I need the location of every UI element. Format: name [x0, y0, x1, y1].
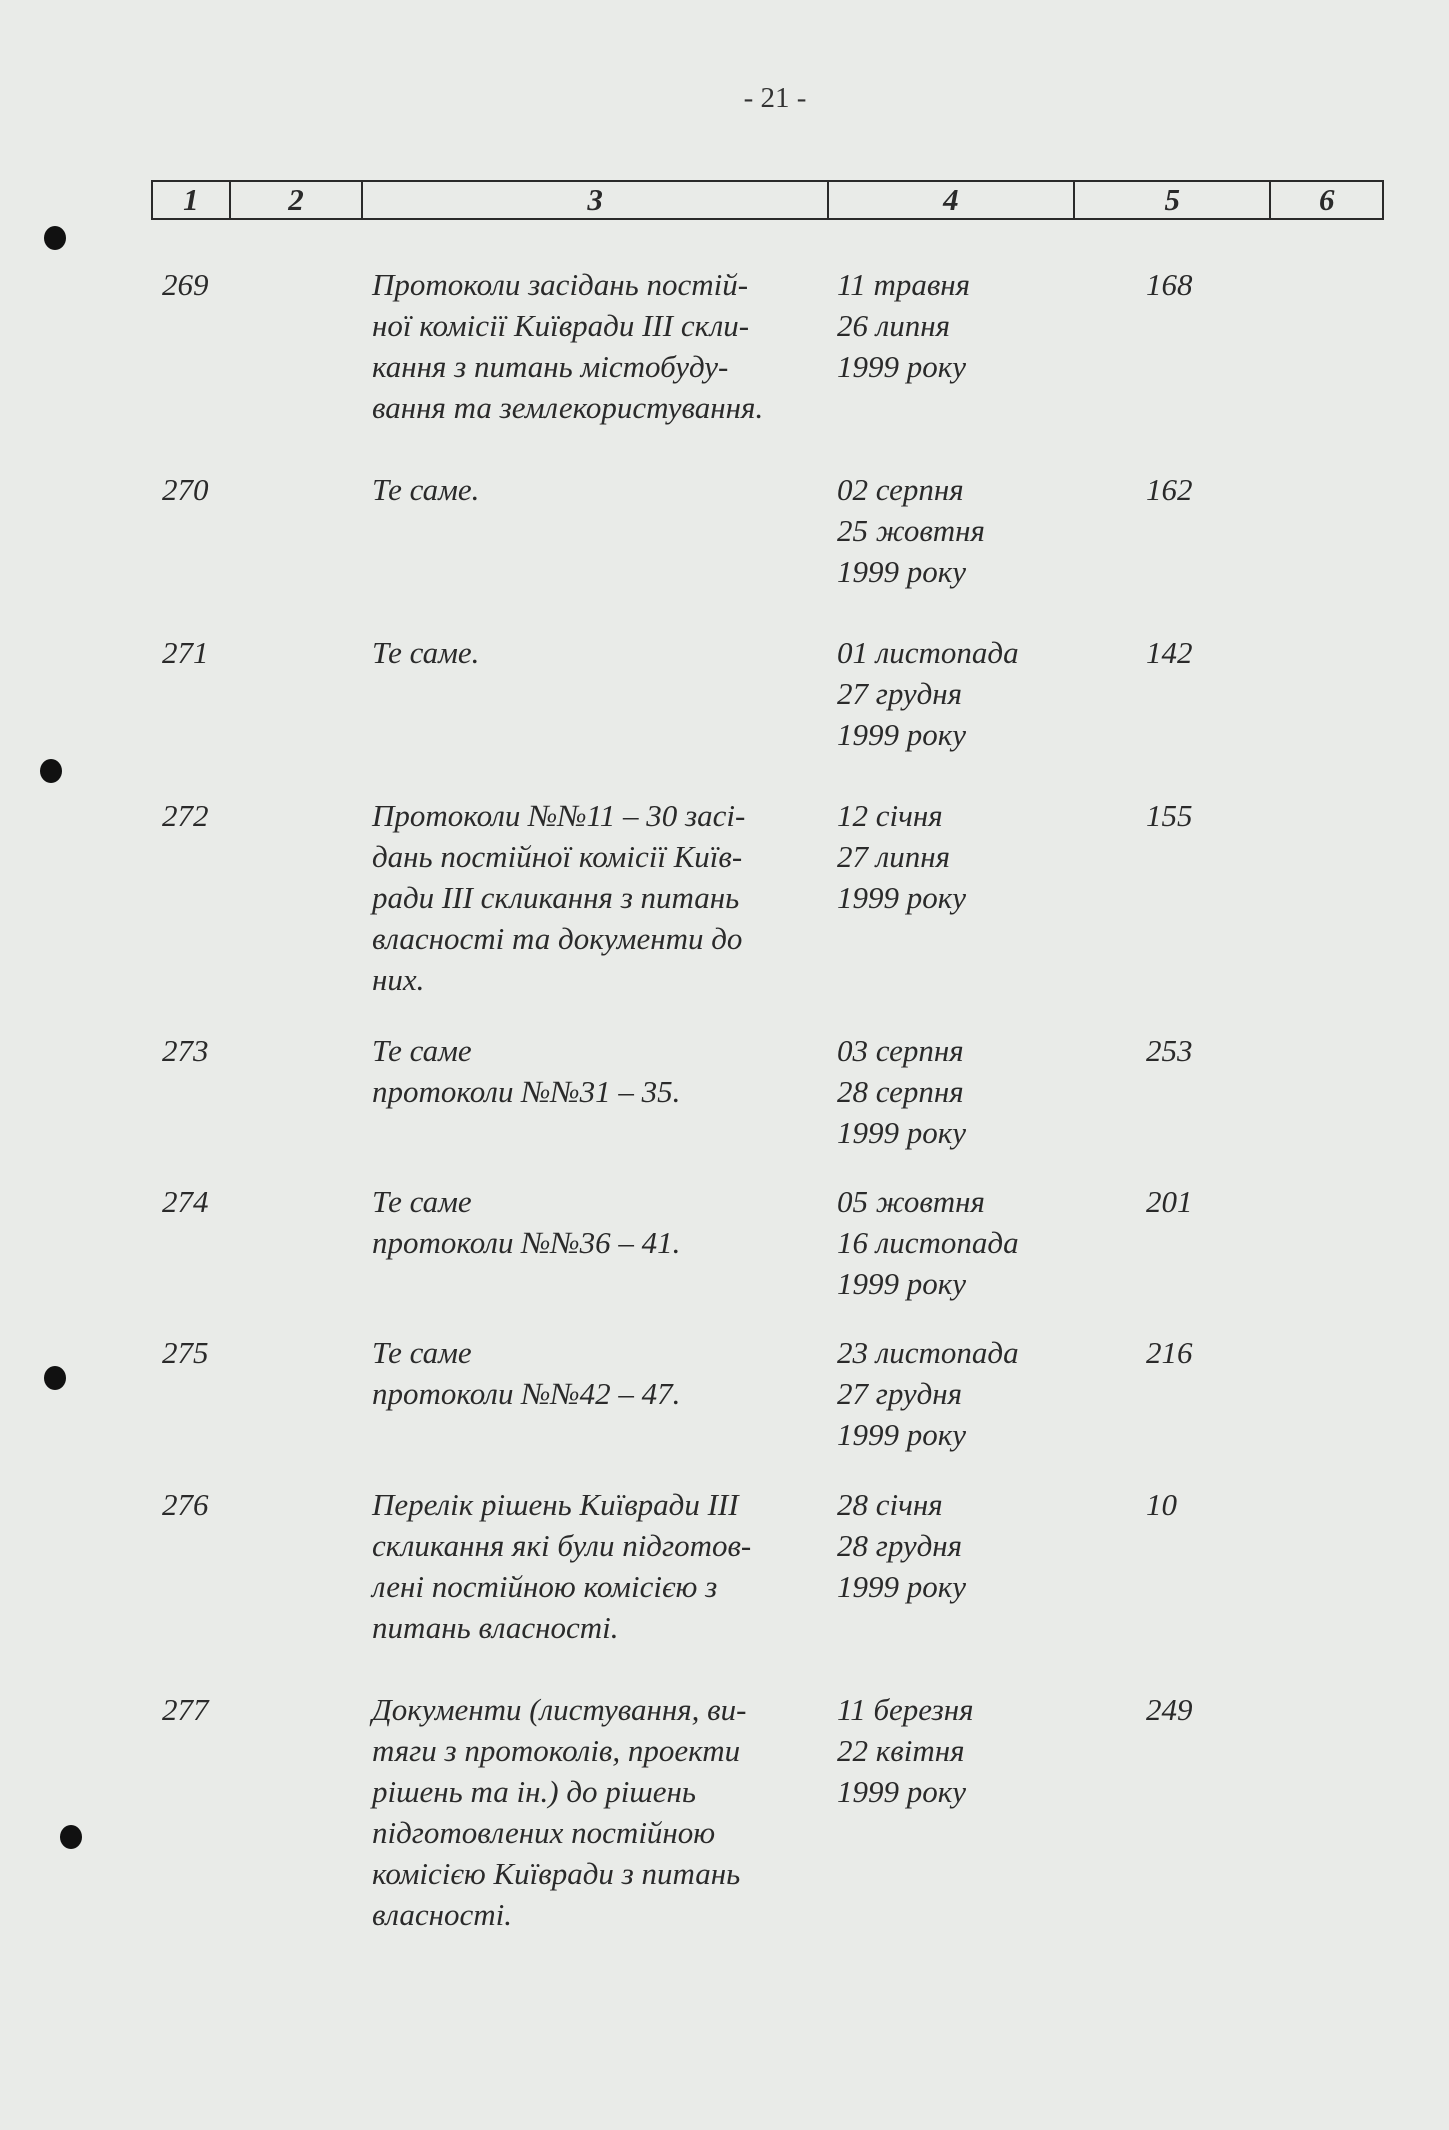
binder-hole — [44, 226, 66, 250]
record-description: Протоколи засідань постій- ної комісії Київради III скли- кання з питань містобуду- вання та землекористування. — [372, 267, 764, 425]
record-description: Те саме протоколи №№31 – 35. — [372, 1033, 681, 1109]
record-sheet-count: 168 — [1146, 267, 1193, 302]
record-number: 277 — [162, 1692, 209, 1727]
record-sheet-count: 155 — [1146, 798, 1193, 833]
record-description: Те саме. — [372, 635, 480, 670]
record-number: 276 — [162, 1487, 209, 1522]
record-sheet-count: 249 — [1146, 1692, 1193, 1727]
binder-hole — [60, 1825, 82, 1849]
record-description: Те саме протоколи №№42 – 47. — [372, 1335, 681, 1411]
binder-hole — [40, 759, 62, 783]
record-sheet-count: 216 — [1146, 1335, 1193, 1370]
column-header-1: 1 — [153, 182, 231, 218]
record-description: Те саме протоколи №№36 – 41. — [372, 1184, 681, 1260]
record-dates: 02 серпня 25 жовтня 1999 року — [837, 472, 985, 589]
record-description: Перелік рішень Київради III скликання які були підготов- лені постійною комісією з питань власності. — [372, 1487, 752, 1645]
column-header-6: 6 — [1318, 182, 1335, 217]
record-description: Документи (листування, ви- тяги з протоколів, проекти рішень та ін.) до рішень підготовлених постійною комісією Київради з питань власності. — [372, 1692, 747, 1932]
record-dates: 05 жовтня 16 листопада 1999 року — [837, 1184, 1019, 1301]
column-header-3: 3 — [363, 182, 828, 218]
record-number: 269 — [162, 267, 209, 302]
record-sheet-count: 142 — [1146, 635, 1193, 670]
record-dates: 28 січня 28 грудня 1999 року — [837, 1487, 967, 1604]
record-sheet-count: 253 — [1146, 1033, 1193, 1068]
record-number: 271 — [162, 635, 209, 670]
record-dates: 03 серпня 28 серпня 1999 року — [837, 1033, 967, 1150]
column-header-4: 4 — [829, 182, 1075, 218]
record-number: 272 — [162, 798, 209, 833]
record-number: 274 — [162, 1184, 209, 1219]
record-sheet-count: 10 — [1146, 1487, 1177, 1522]
record-description: Те саме. — [372, 472, 480, 507]
page-number: - 21 - — [743, 82, 807, 114]
record-dates: 01 листопада 27 грудня 1999 року — [837, 635, 1019, 752]
record-dates: 11 травня 26 липня 1999 року — [837, 267, 971, 384]
record-dates: 12 січня 27 липня 1999 року — [837, 798, 967, 915]
record-number: 270 — [162, 472, 209, 507]
column-header-2: 2 — [231, 182, 364, 218]
record-description: Протоколи №№11 – 30 засі- дань постійної комісії Київ- ради III скликання з питань власності та документи до них. — [372, 798, 746, 997]
binder-hole — [44, 1366, 66, 1390]
record-dates: 23 листопада 27 грудня 1999 року — [837, 1335, 1019, 1452]
record-number: 273 — [162, 1033, 209, 1068]
column-header-5: 5 — [1075, 182, 1271, 218]
record-number: 275 — [162, 1335, 209, 1370]
column-header-row — [151, 180, 1384, 220]
record-sheet-count: 201 — [1146, 1184, 1193, 1219]
record-dates: 11 березня 22 квітня 1999 року — [837, 1692, 974, 1809]
record-sheet-count: 162 — [1146, 472, 1193, 507]
